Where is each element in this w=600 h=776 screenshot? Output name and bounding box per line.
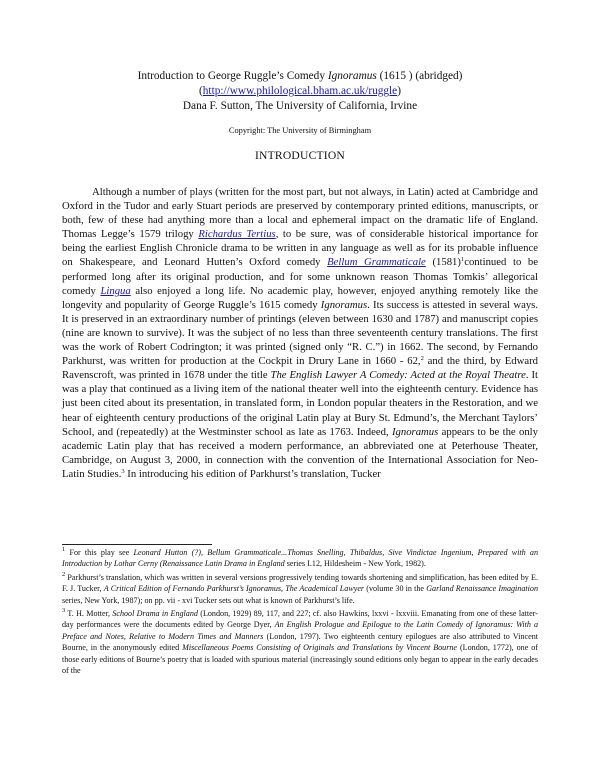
- document-title: Introduction to George Ruggle’s Comedy Ignoramus (1615 ) (abridged): [137, 70, 463, 82]
- footnote-2: $^2$ Parkhurst’s translation, which was written in several versions progressively tending towards shortening and simplification, has been edited by E. F. J. Tucker, A Critical Edition of Fernando Parkhurst’s Ignoramus, The Academical Lawyer (volume 30 in the Garland Renaissance Imagination series, New York, 1987); on pp. vii - xvi Tucker sets out what is known of Parkhurst’s life.: [62, 570, 538, 605]
- section-heading: INTRODUCTION: [255, 149, 345, 162]
- source-url-line: (http://www.philological.bham.ac.uk/ruggle): [199, 85, 401, 97]
- link-bellum-grammaticale[interactable]: Bellum Grammaticale: [327, 256, 426, 269]
- footnote-ref-2[interactable]: 2: [420, 355, 424, 363]
- body-text: [62, 185, 538, 481]
- footnote-3: $^3$ T. H. Motter, School Drama in England (London, 1929) 89, 117, and 227; cf. also Hawkins, lxxvi - lxxviii. Emanating from one of these latter-day performances were the documents edited by George Dyer, An English Prologue and Epilogue to the Latin Comedy of Ignoramus: With a Preface and Notes, Relative to Modern Times and Manners (London, 1797). Two eighteenth century epilogues are also attributed to Vincent Bourne, in the anonymously edited Miscellaneous Poems Consisting of Originals and Translations by Vincent Bourne (London, 1772), one of those early editions of Bourne’s poetry that is loaded with spurious material (increasingly sound editions only began to appear in the early decades of the: [62, 607, 539, 676]
- document-header: [60, 69, 540, 114]
- source-url-link[interactable]: http://www.philological.bham.ac.uk/ruggle: [202, 85, 398, 97]
- copyright-line: Copyright: The University of Birmingham: [228, 126, 372, 135]
- paragraph: Although a number of plays (written for the most part, but not always, in Latin) acted at Cambridge and Oxford in the Tudor and early Stuart periods are preserved by contemporary printed editions, manuscripts, or both, few of these had anything more than a local and ephemeral impact on the dramatic life of England. Thomas Legge’s 1579 trilogy Richardus Tertius, to be sure, was of considerable historical importance for being the earliest English Chronicle drama to be written in any language as well as for its probable influence on Shakespeare, and Leonard Hutten’s Oxford comedy Bellum Grammaticale $(1581)^1continued$ to be performed long after its original production, and for some unknown reason Thomas Tomkis’ allegorical comedy Lingua also enjoyed a long life. No academic play, however, enjoyed anything remotely like the longevity and popularity of George Ruggle’s 1615 comedy Ignoramus. Its success is attested in several ways. It is preserved in an extraordinary number of printings (eleven between 1630 and 1787) and manuscript copies (nine are known to survive). It was the subject of no less than three seventeenth century translations. The first was the work of Robert Codrington; it was printed (signed only “R. C.”) in 1662. The second, by Fernando Parkhurst, was written for production at the Cockpit in Drury Lane in 1660 - 62,$^2$ and the third, by Edward Ravenscroft, was printed in 1678 under the title The English Lawyer A Comedy: Acted at the Royal Theatre. It was a play that continued as a living item of the national theater well into the eighteenth century. Evidence has just been cited about its presentation, in translated form, in London popular theaters in the Restoration, and we hear of eighteenth century productions of the original Latin play at Bury St. Edmund’s, the Merchant Taylors’ School, and (repeatedly) at the Westminster school as late as 1763. Indeed, Ignoramus appears to be the only academic Latin play that has received a modern performance, an abbreviated one at Peterhouse Theater, Cambridge, on August 3, 2000, in connection with the convention of the International Association for Neo-Latin Studies.$^3$ In introducing his edition of Parkhurst’s translation, Tucker: [62, 186, 539, 480]
- footnote-ref-3[interactable]: 3: [121, 467, 125, 475]
- link-lingua[interactable]: Lingua: [100, 284, 131, 297]
- footnote-ref-1[interactable]: 1: [460, 256, 465, 264]
- author-line: Dana F. Sutton, The University of California, Irvine: [182, 100, 418, 112]
- footnotes: [62, 547, 538, 678]
- footnote-divider: [62, 544, 212, 545]
- link-richardus-tertius[interactable]: Richardus Tertius: [198, 228, 276, 241]
- footnote-1: $^1$ For this play see Leonard Hutton (?), Bellum Grammaticale...Thomas Snelling, Thibaldus, Sive Vindictae Ingenium, Prepared with an Introduction by Lothar Cerny (Renaissance Latin Drama in England series I.12, Hildesheim - New York, 1982).: [62, 546, 538, 569]
- title-italic: Ignoramus: [327, 70, 377, 82]
